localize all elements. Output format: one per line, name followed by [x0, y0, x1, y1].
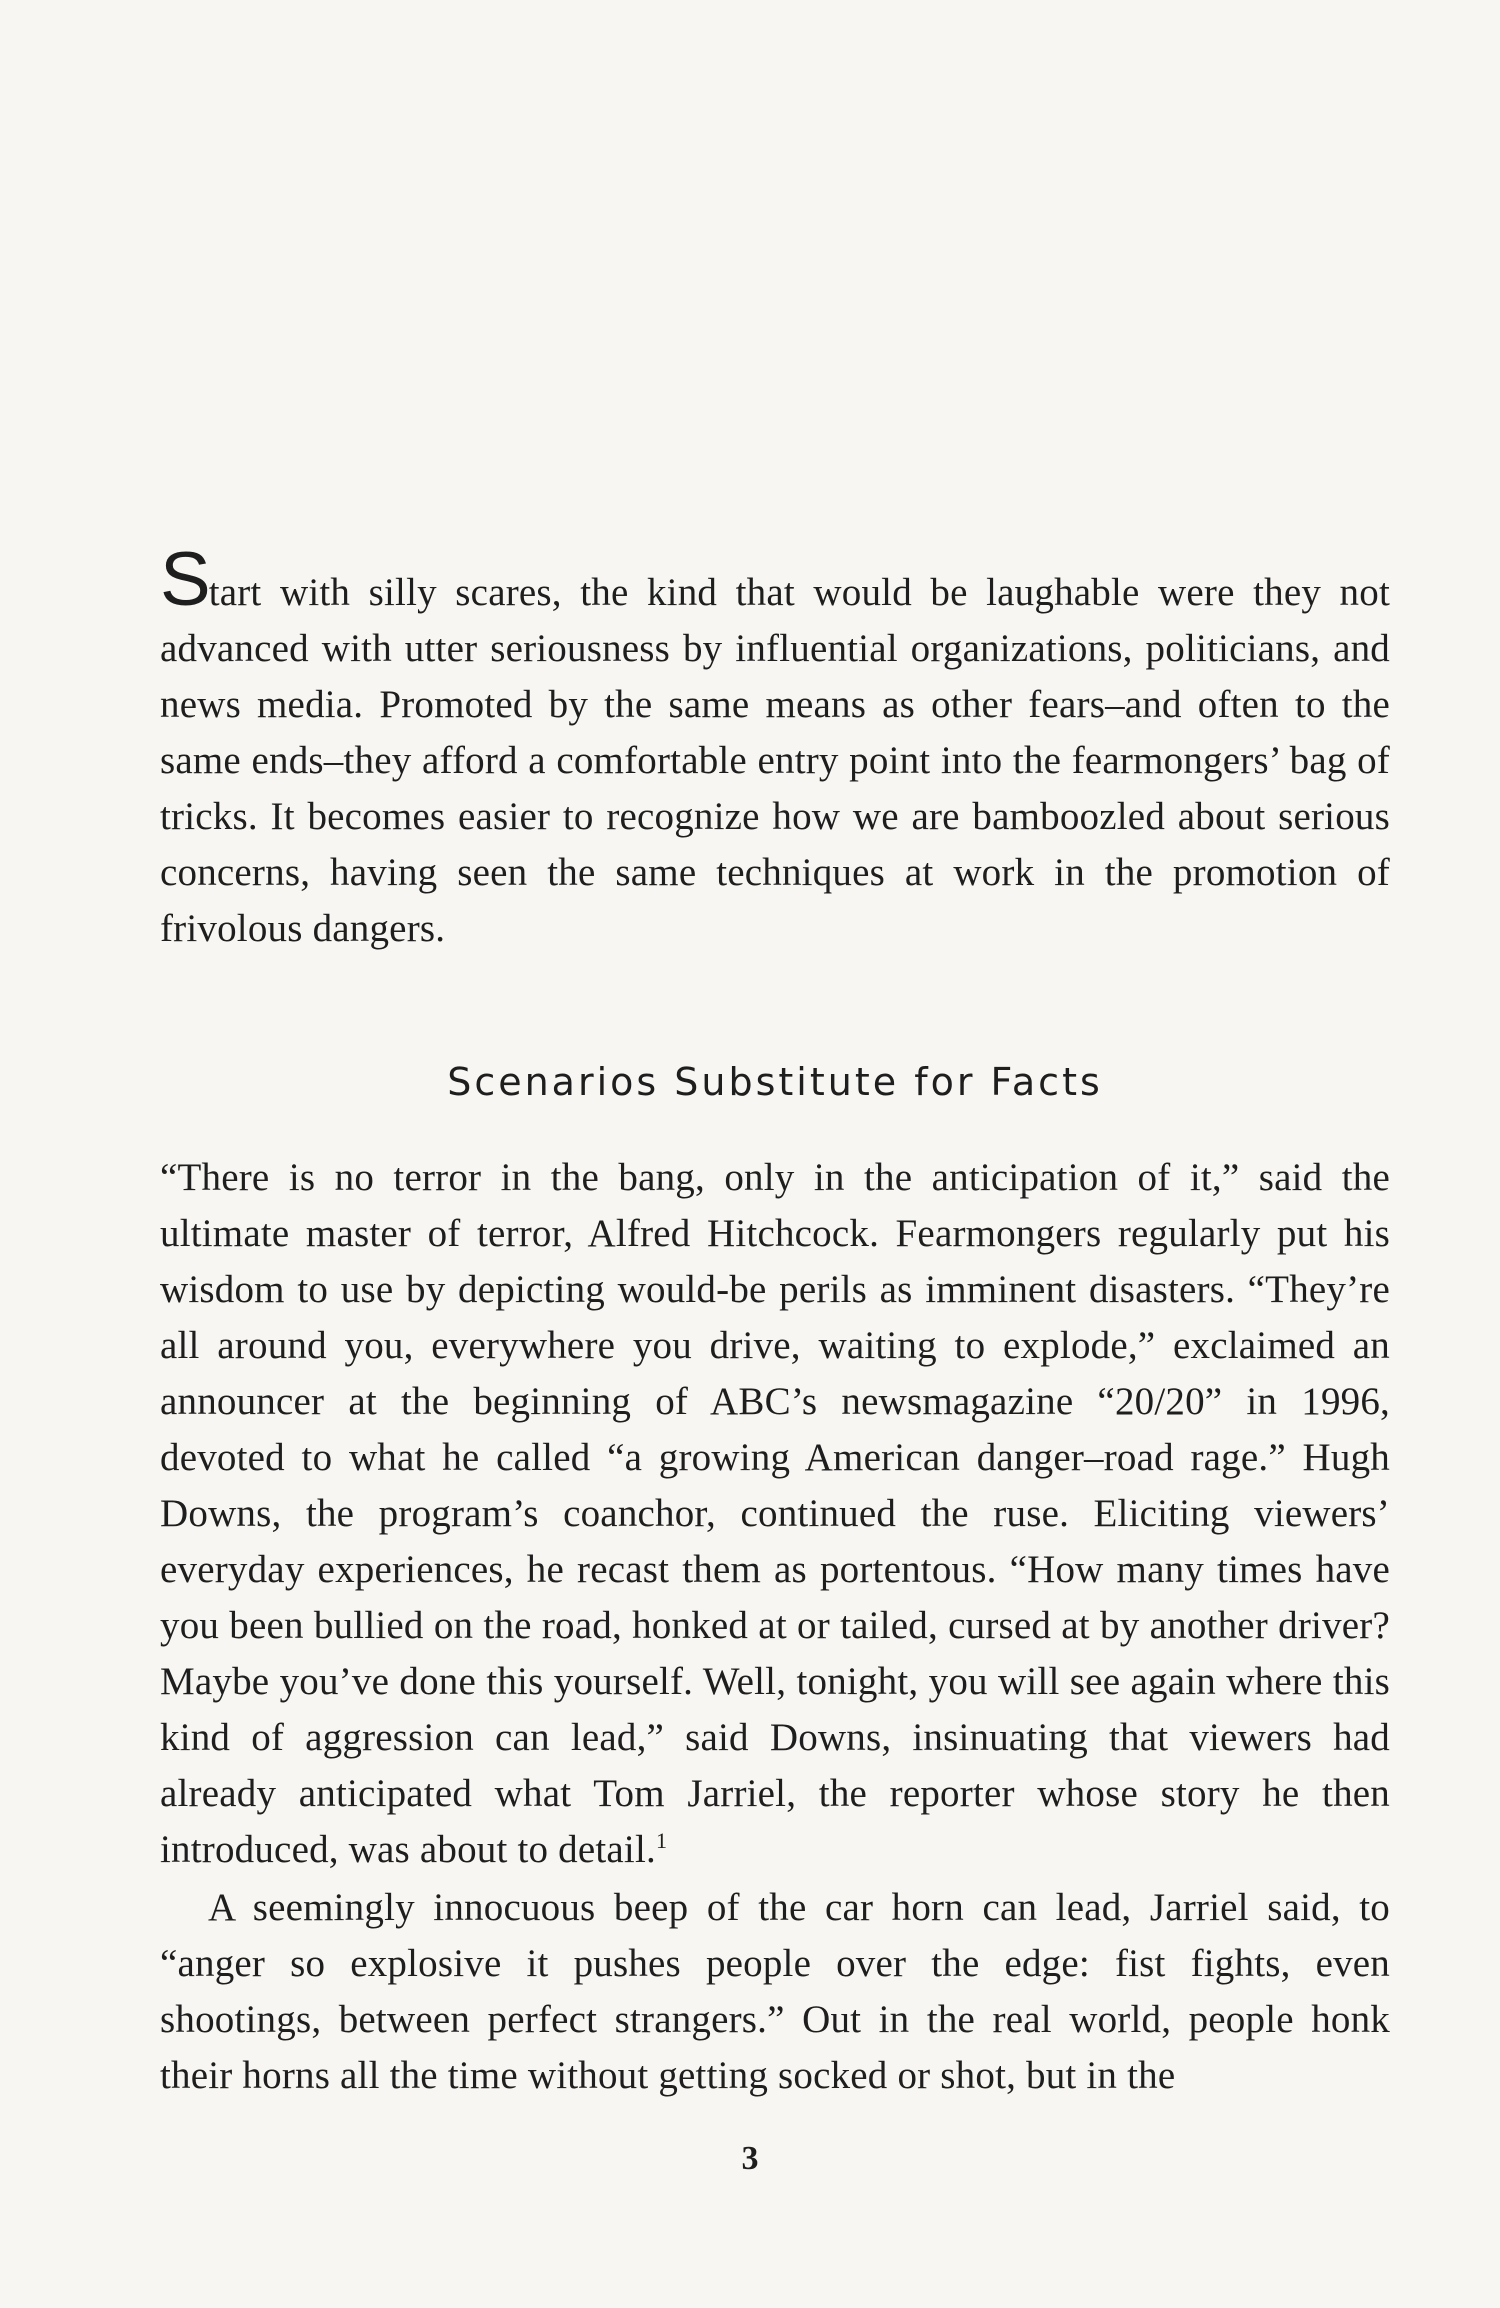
paragraph-1 [160, 1150, 1390, 1878]
page-number: 3 [741, 2140, 759, 2177]
opening-paragraph [160, 537, 1390, 957]
body-text [160, 1150, 1390, 2104]
section-heading: Scenarios Substitute for Facts [447, 1060, 1103, 1104]
footnote-marker: 1 [655, 1828, 668, 1853]
paragraph-2: A seemingly innocuous beep of the car horn can lead, Jarriel said, to “anger so explosive it pushes people over the edge: fist fights, even shootings, between perfect strangers.” Out in the real world, people honk their horns all the time without getting socked or shot, but in the [160, 1886, 1390, 2097]
paragraph-1-text: “There is no terror in the bang, only in the anticipation of it,” said the ultimate master of terror, Alfred Hitchcock. Fearmongers regularly put his wisdom to use by depicting would-be perils as imminent disasters. “They’re all around you, everywhere you drive, waiting to explode,” exclaimed an announcer at the beginning of ABC’s newsmagazine “20/20” in 1996, devoted to what he called “a growing American danger–road rage.” Hugh Downs, the program’s coanchor, continued the ruse. Eliciting viewers’ everyday experiences, he recast them as portentous. “How many times have you been bullied on the road, honked at or tailed, cursed at by another driver? Maybe you’ve done this yourself. Well, tonight, you will see again where this kind of aggression can lead,” said Downs, insinuating that viewers had already anticipated what Tom Jarriel, the reporter whose story he then introduced, was about to detail. [160, 1156, 1390, 1871]
drop-cap: S [160, 537, 209, 622]
opening-text: tart with silly scares, the kind that would be laughable were they not advanced with utter seriousness by influential organizations, politicians, and news media. Promoted by the same means as other fears–and often to the same ends–they afford a comfortable entry point into the fearmongers’ bag of tricks. It becomes easier to recognize how we are bamboozled about serious concerns, having seen the same techniques at work in the promotion of frivolous dangers. [160, 571, 1390, 950]
